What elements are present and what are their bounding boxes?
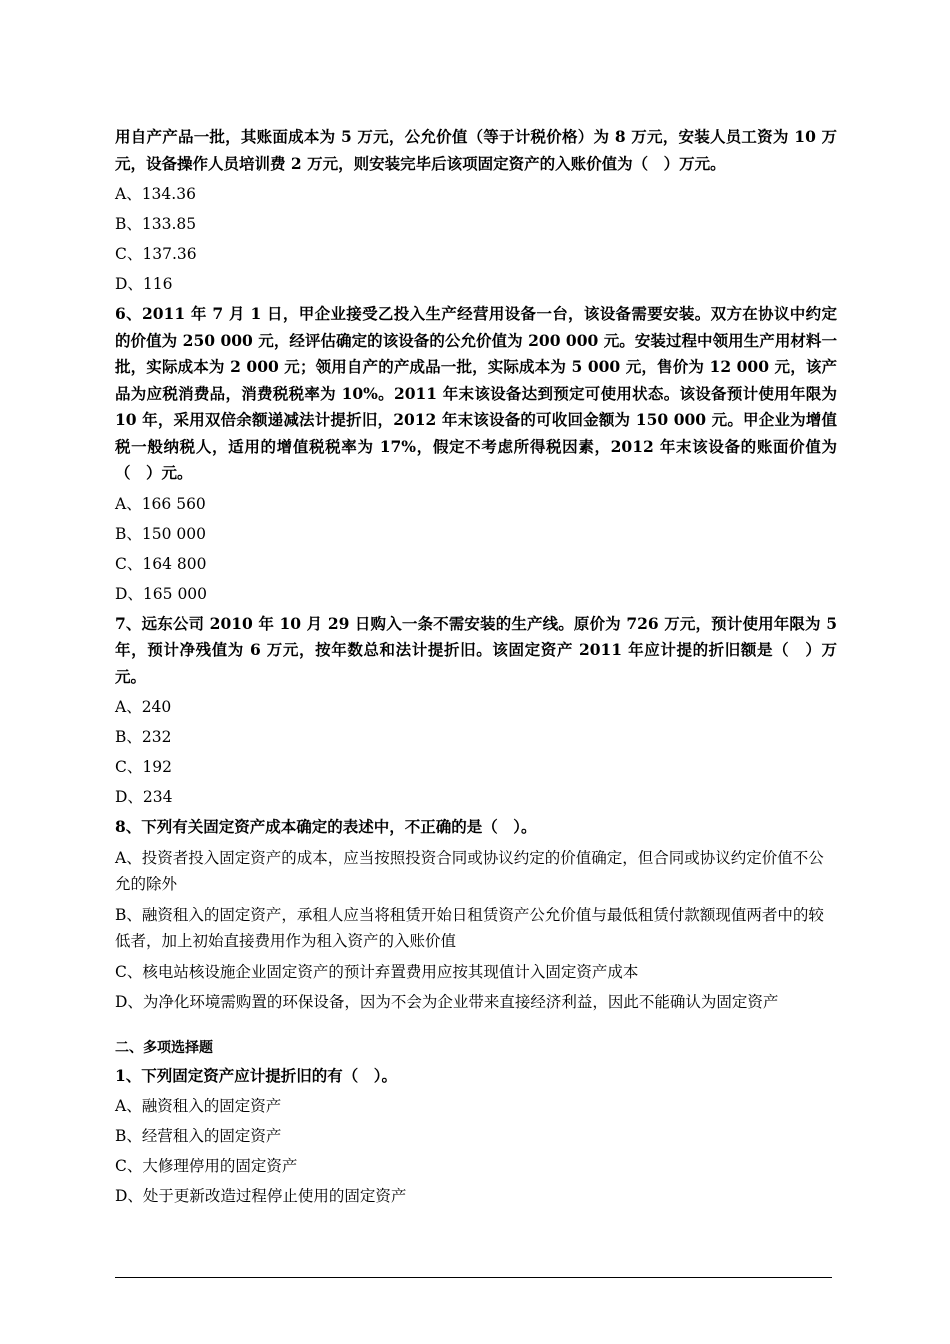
- mc-q1-option-a: A、融资租入的固定资产: [115, 1097, 282, 1115]
- q7-option-a: A、240: [115, 698, 172, 716]
- q5-option-b: B、133.85: [115, 215, 197, 233]
- footer-divider: [115, 1277, 832, 1278]
- q6-option-a: A、166 560: [115, 494, 206, 513]
- q8-option-a: A、投资者投入固定资产的成本，应当按照投资合同或协议约定的价值确定，但合同或协议约定价值不公允的除外: [115, 848, 824, 893]
- document-page: [115, 124, 837, 1213]
- mc-q1-option-c: C、大修理停用的固定资产: [115, 1157, 298, 1175]
- q8-option-c: C、核电站核设施企业固定资产的预计弃置费用应按其现值计入固定资产成本: [115, 962, 639, 981]
- q5-option-c: C、137.36: [115, 245, 197, 263]
- q5-option-a: A、134.36: [115, 185, 196, 203]
- q6-option-c: C、164 800: [115, 554, 207, 573]
- section-title-multiple-choice: 二、多项选择题: [115, 1039, 213, 1056]
- question-5-stem-continued: 用自产产品一批，其账面成本为 5 万元，公允价值（等于计税价格）为 8 万元，安装人员工资为 10 万元，设备操作人员培训费 2 万元，则安装完毕后该项固定资产的入账价值为（ ）万元。: [115, 127, 837, 173]
- q8-option-d: D、为净化环境需购置的环保设备，因为不会为企业带来直接经济利益，因此不能确认为固定资产: [115, 992, 779, 1011]
- q7-option-d: D、234: [115, 788, 173, 806]
- q7-option-b: B、232: [115, 728, 172, 746]
- q8-option-b: B、融资租入的固定资产，承租人应当将租赁开始日租赁资产公允价值与最低租赁付款额现值两者中的较低者，加上初始直接费用作为租入资产的入账价值: [115, 905, 824, 950]
- q7-option-c: C、192: [115, 758, 172, 776]
- question-8-stem: 8、下列有关固定资产成本确定的表述中，不正确的是（ ）。: [115, 817, 537, 836]
- question-6-stem: 6、2011 年 7 月 1 日，甲企业接受乙投入生产经营用设备一台，该设备需要安装。双方在协议中约定的价值为 250 000 元，经评估确定的该设备的公允价值为 200 000 元。安装过程中领用生产用材料一批，实际成本为 2 000 元；领用自产的产成品一批，实际成本为 5 000 元，售价为 12 000 元，该产品为应税消费品，消费税税率为 10%。2011 年末该设备达到预定可使用状态。该设备预计使用年限为 10 年，采用双倍余额递减法计提折旧，2012 年末该设备的可收回金额为 150 000 元。甲企业为增值税一般纳税人，适用的增值税税率为 17%，假定不考虑所得税因素，2012 年末该设备的账面价值为（ ）元。: [115, 304, 837, 482]
- mc-q1-option-d: D、处于更新改造过程停止使用的固定资产: [115, 1187, 407, 1205]
- q5-option-d: D、116: [115, 275, 173, 293]
- mc-question-1-stem: 1、下列固定资产应计提折旧的有（ ）。: [115, 1065, 398, 1085]
- q6-option-b: B、150 000: [115, 524, 206, 543]
- mc-q1-option-b: B、经营租入的固定资产: [115, 1127, 282, 1145]
- question-7-stem: 7、远东公司 2010 年 10 月 29 日购入一条不需安装的生产线。原价为 726 万元，预计使用年限为 5 年，预计净残值为 6 万元，按年数总和法计提折旧。该固定资产 2011 年应计提的折旧额是（ ）万元。: [115, 613, 837, 686]
- q6-option-d: D、165 000: [115, 584, 208, 603]
